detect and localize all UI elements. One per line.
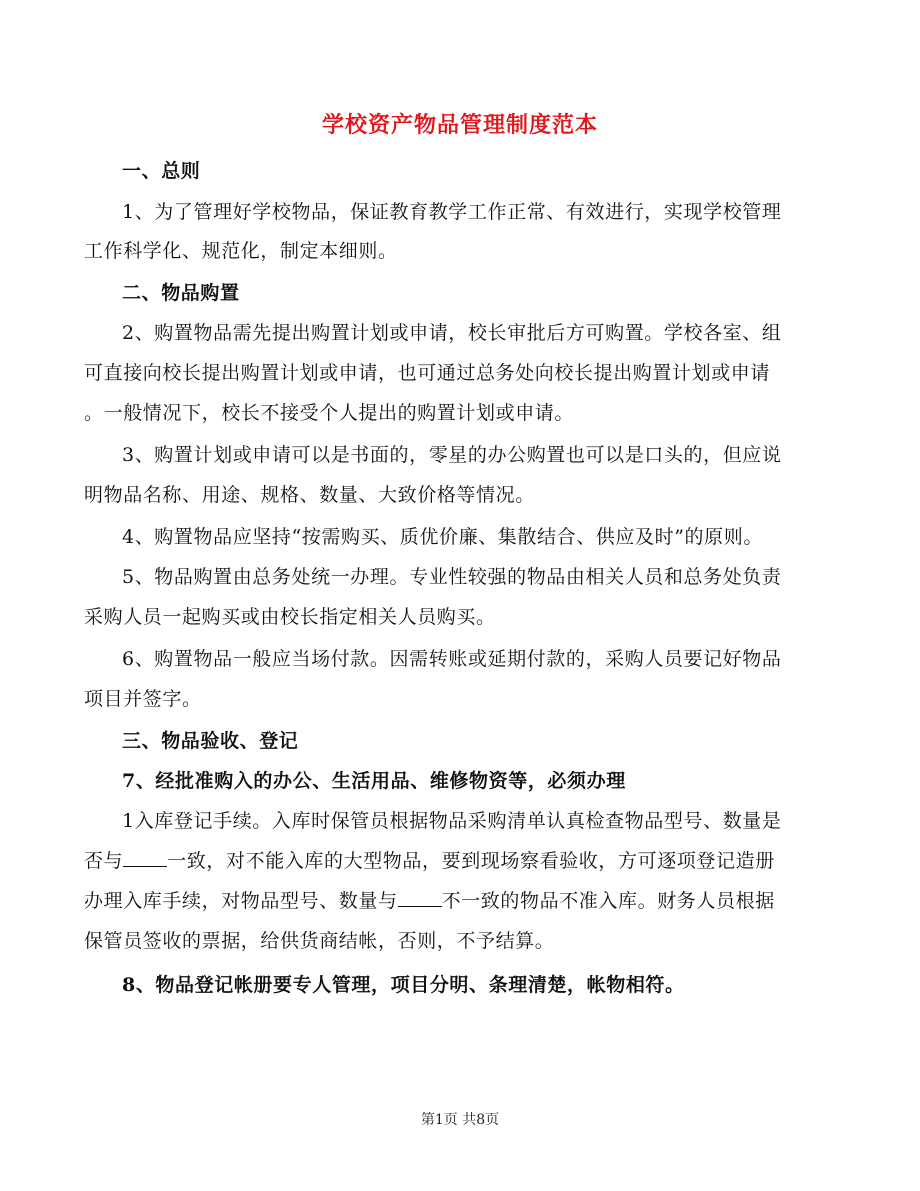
- paragraph-2-line-3: 。一般情况下，校长不接受个人提出的购置计划或申请。: [84, 402, 575, 424]
- paragraph-2-line-1: 2、购置物品需先提出购置计划或申请，校长审批后方可购置。学校各室、组: [122, 322, 782, 344]
- section-heading-general: 一、总则: [122, 160, 201, 182]
- fill-in-blank: [123, 848, 167, 867]
- paragraph-5-line-2: 采购人员一起购买或由校长指定相关人员购买。: [84, 606, 496, 628]
- paragraph-7-line-1: 7、经批准购入的办公、生活用品、维修物资等，必须办理: [122, 770, 626, 792]
- paragraph-2-line-2: 可直接向校长提出购置计划或申请，也可通过总务处向校长提出购置计划或申请: [84, 362, 771, 384]
- paragraph-3-line-2: 明物品名称、用途、规格、数量、大致价格等情况。: [84, 484, 535, 506]
- document-title: 学校资产物品管理制度范本: [321, 112, 598, 138]
- paragraph-6-line-2: 项目并签字。: [84, 688, 202, 710]
- paragraph-3-line-1: 3、购置计划或申请可以是书面的，零星的办公购置也可以是口头的，但应说: [122, 444, 782, 466]
- paragraph-7-line-3-part-b: 一致，对不能入库的大型物品，要到现场察看验收，方可逐项登记造册: [167, 850, 775, 872]
- paragraph-1-line-1: 1、为了管理好学校物品，保证教育教学工作正常、有效进行，实现学校管理: [122, 201, 782, 223]
- paragraph-7-line-2: 1入库登记手续。入库时保管员根据物品采购清单认真检查物品型号、数量是: [122, 810, 782, 832]
- paragraph-5-line-1: 5、物品购置由总务处统一办理。专业性较强的物品由相关人员和总务处负责: [122, 566, 782, 588]
- paragraph-7-line-4-part-a: 办理入库手续，对物品型号、数量与: [84, 890, 398, 912]
- fill-in-blank: [398, 888, 442, 907]
- paragraph-6-line-1: 6、购置物品一般应当场付款。因需转账或延期付款的，采购人员要记好物品: [122, 648, 782, 670]
- paragraph-1-line-2: 工作科学化、规范化，制定本细则。: [84, 240, 398, 262]
- paragraph-7-line-3: [84, 846, 844, 876]
- paragraph-7-line-3-part-a: 否与: [84, 850, 124, 872]
- section-heading-purchase: 二、物品购置: [122, 282, 240, 304]
- section-heading-inspection: 三、物品验收、登记: [122, 730, 299, 752]
- paragraph-7-line-4: [84, 886, 844, 916]
- paragraph-7-line-4-part-b: 不一致的物品不准入库。财务人员根据: [441, 890, 775, 912]
- paragraph-7-line-5: 保管员签收的票据，给供货商结帐，否则，不予结算。: [84, 930, 555, 952]
- paragraph-8-line-1: 8、物品登记帐册要专人管理，项目分明、条理清楚，帐物相符。: [122, 974, 685, 996]
- paragraph-4-line-1: 4、购置物品应坚持“按需购买、质优价廉、集散结合、供应及时”的原则。: [122, 526, 763, 548]
- page-number-footer: 第1页 共8页: [420, 1112, 500, 1128]
